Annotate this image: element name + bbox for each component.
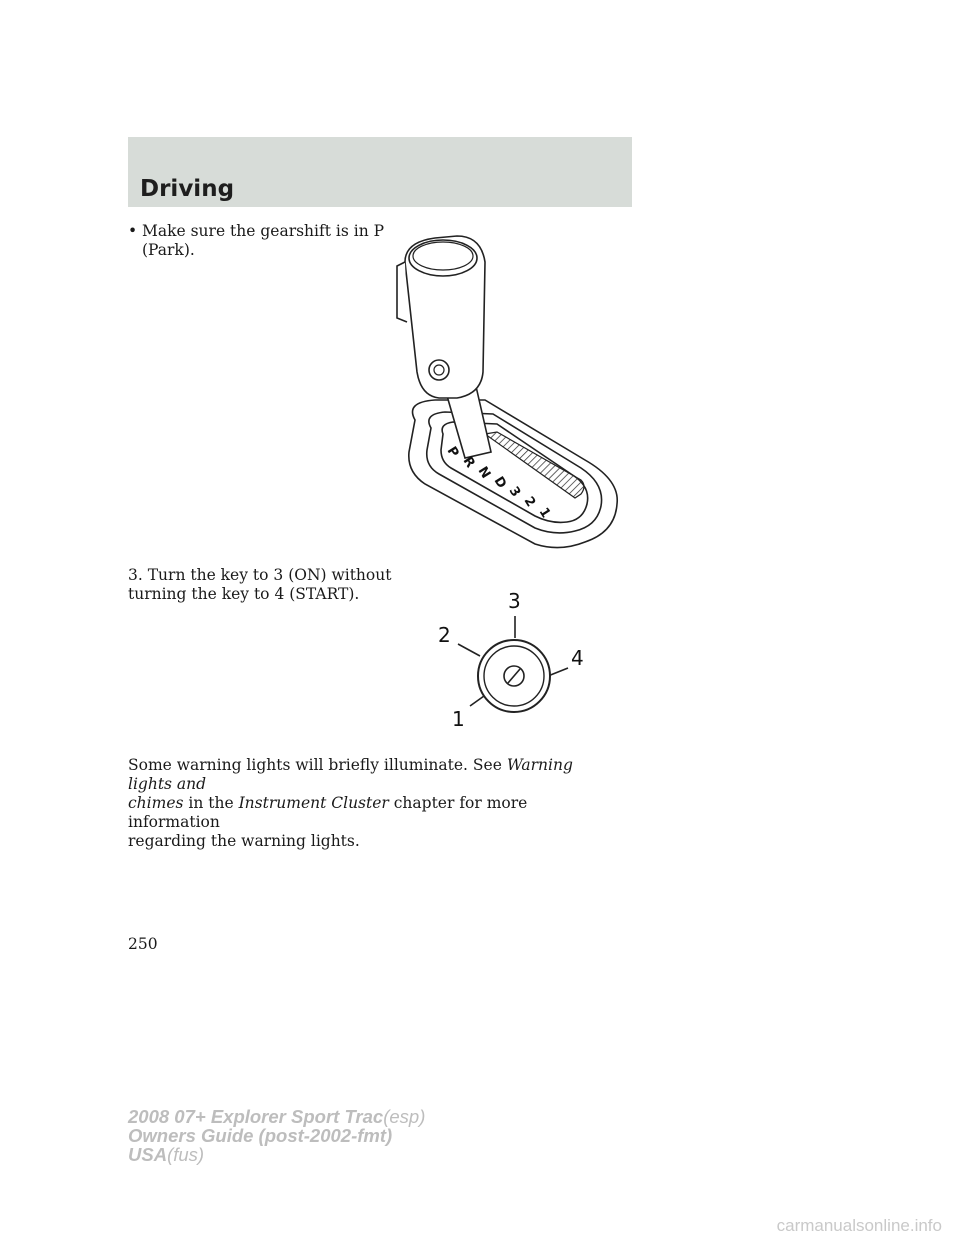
ignition-label-3: 3 xyxy=(508,589,521,613)
gear-label-d: D xyxy=(490,474,510,492)
page-number: 250 xyxy=(128,935,158,953)
bullet-line-1: Make sure the gearshift is in P xyxy=(142,222,385,240)
gear-label-n: N xyxy=(474,464,494,482)
reference-warning-lights: Warning lights and xyxy=(128,756,573,793)
ignition-label-4: 4 xyxy=(571,646,584,670)
footer-market: USA xyxy=(128,1144,168,1165)
footer-market-code: (fus) xyxy=(167,1144,205,1165)
footer-model: 2008 07+ Explorer Sport Trac xyxy=(128,1106,384,1127)
step-3-instruction xyxy=(128,566,398,604)
gear-label-p: P xyxy=(443,444,462,461)
paragraph-line-3: regarding the warning lights. xyxy=(128,832,360,850)
gear-label-2: 2 xyxy=(520,494,539,510)
reference-instrument-cluster: Instrument Cluster xyxy=(238,794,389,812)
bullet-symbol: • xyxy=(128,222,138,240)
step-3-line-2: turning the key to 4 (START). xyxy=(128,585,360,603)
step-3-line-1: 3. Turn the key to 3 (ON) without xyxy=(128,566,392,584)
site-watermark: carmanualsonline.info xyxy=(776,1216,942,1235)
gear-label-r: R xyxy=(459,454,478,471)
paragraph-text-3: chapter for more information xyxy=(128,794,528,831)
ignition-label-1: 1 xyxy=(452,707,465,731)
bullet-line-2: (Park). xyxy=(142,241,195,259)
gearshift-illustration xyxy=(395,222,635,552)
paragraph-text-1: Some warning lights will briefly illuminate. See xyxy=(128,756,502,774)
section-title: Driving xyxy=(140,176,235,202)
footer-model-code: (esp) xyxy=(383,1106,426,1127)
footer-guide: Owners Guide (post-2002-fmt) xyxy=(128,1125,393,1146)
gear-label-3: 3 xyxy=(505,484,524,500)
reference-chimes: chimes xyxy=(128,794,184,812)
gear-label-1: 1 xyxy=(535,505,554,521)
ignition-label-2: 2 xyxy=(438,623,451,647)
paragraph-text-2: in the xyxy=(183,794,239,812)
bullet-instruction xyxy=(128,222,388,260)
ignition-switch-illustration xyxy=(430,582,630,742)
warning-lights-paragraph xyxy=(128,756,598,851)
document-footer xyxy=(128,1107,425,1164)
